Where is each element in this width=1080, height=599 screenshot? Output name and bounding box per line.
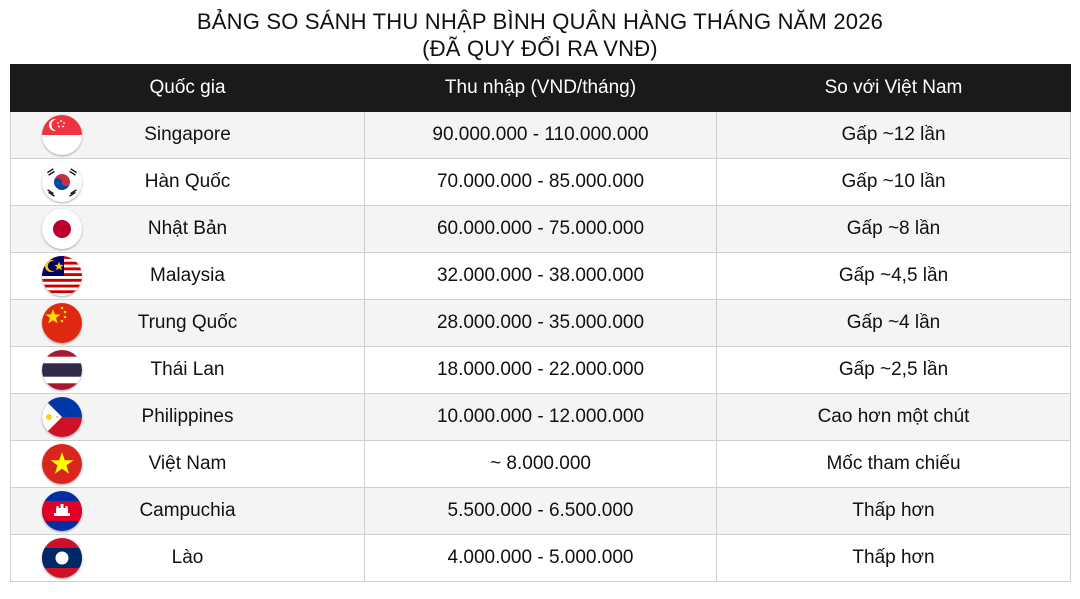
philippines-flag-icon bbox=[42, 397, 82, 437]
country-cell bbox=[11, 535, 365, 582]
country-name: Malaysia bbox=[150, 265, 225, 286]
country-name: Lào bbox=[171, 547, 204, 568]
country-cell bbox=[11, 206, 365, 253]
header-country: Quốc gia bbox=[11, 65, 365, 112]
china-flag-icon bbox=[42, 303, 82, 343]
country-name: Philippines bbox=[141, 406, 234, 427]
table-row bbox=[11, 394, 1071, 441]
page-title bbox=[0, 8, 1080, 62]
income-cell: 28.000.000 - 35.000.000 bbox=[365, 300, 717, 347]
table-row bbox=[11, 347, 1071, 394]
cambodia-flag-icon bbox=[42, 491, 82, 531]
income-cell: 90.000.000 - 110.000.000 bbox=[365, 112, 717, 159]
compare-cell: Gấp ~8 lần bbox=[717, 206, 1071, 253]
country-cell bbox=[11, 347, 365, 394]
country-cell bbox=[11, 253, 365, 300]
country-cell bbox=[11, 488, 365, 535]
laos-flag-icon bbox=[42, 538, 82, 578]
compare-cell: Thấp hơn bbox=[717, 535, 1071, 582]
country-cell bbox=[11, 159, 365, 206]
compare-cell: Thấp hơn bbox=[717, 488, 1071, 535]
singapore-flag-icon bbox=[42, 115, 82, 155]
title-line-2: (ĐÃ QUY ĐỔI RA VNĐ) bbox=[422, 36, 658, 61]
country-name: Nhật Bản bbox=[147, 218, 228, 239]
country-name: Campuchia bbox=[139, 500, 236, 521]
country-cell bbox=[11, 441, 365, 488]
vietnam-flag-icon bbox=[42, 444, 82, 484]
country-name: Trung Quốc bbox=[137, 312, 238, 333]
income-cell: 10.000.000 - 12.000.000 bbox=[365, 394, 717, 441]
south-korea-flag-icon bbox=[42, 162, 82, 202]
compare-cell: Mốc tham chiếu bbox=[717, 441, 1071, 488]
table-header-row bbox=[11, 65, 1071, 112]
country-name: Hàn Quốc bbox=[144, 171, 231, 192]
income-cell: 4.000.000 - 5.000.000 bbox=[365, 535, 717, 582]
income-cell: ~ 8.000.000 bbox=[365, 441, 717, 488]
income-cell: 60.000.000 - 75.000.000 bbox=[365, 206, 717, 253]
table-row bbox=[11, 206, 1071, 253]
malaysia-flag-icon bbox=[42, 256, 82, 296]
country-cell bbox=[11, 112, 365, 159]
table-row bbox=[11, 535, 1071, 582]
header-income: Thu nhập (VND/tháng) bbox=[365, 65, 717, 112]
thailand-flag-icon bbox=[42, 350, 82, 390]
table-row bbox=[11, 253, 1071, 300]
country-cell bbox=[11, 300, 365, 347]
table-row bbox=[11, 159, 1071, 206]
income-cell: 18.000.000 - 22.000.000 bbox=[365, 347, 717, 394]
country-cell bbox=[11, 394, 365, 441]
income-cell: 5.500.000 - 6.500.000 bbox=[365, 488, 717, 535]
table-row bbox=[11, 112, 1071, 159]
income-comparison-table bbox=[10, 64, 1071, 582]
income-cell: 70.000.000 - 85.000.000 bbox=[365, 159, 717, 206]
table-row bbox=[11, 300, 1071, 347]
title-line-1: BẢNG SO SÁNH THU NHẬP BÌNH QUÂN HÀNG THÁNG NĂM 2026 bbox=[196, 9, 884, 34]
compare-cell: Cao hơn một chút bbox=[717, 394, 1071, 441]
header-compare: So với Việt Nam bbox=[717, 65, 1071, 112]
compare-cell: Gấp ~10 lần bbox=[717, 159, 1071, 206]
compare-cell: Gấp ~4 lần bbox=[717, 300, 1071, 347]
compare-cell: Gấp ~12 lần bbox=[717, 112, 1071, 159]
japan-flag-icon bbox=[42, 209, 82, 249]
compare-cell: Gấp ~4,5 lần bbox=[717, 253, 1071, 300]
country-name: Thái Lan bbox=[150, 359, 225, 380]
country-name: Singapore bbox=[144, 124, 231, 145]
table-row bbox=[11, 441, 1071, 488]
country-name: Việt Nam bbox=[148, 453, 227, 474]
table-row bbox=[11, 488, 1071, 535]
income-cell: 32.000.000 - 38.000.000 bbox=[365, 253, 717, 300]
compare-cell: Gấp ~2,5 lần bbox=[717, 347, 1071, 394]
